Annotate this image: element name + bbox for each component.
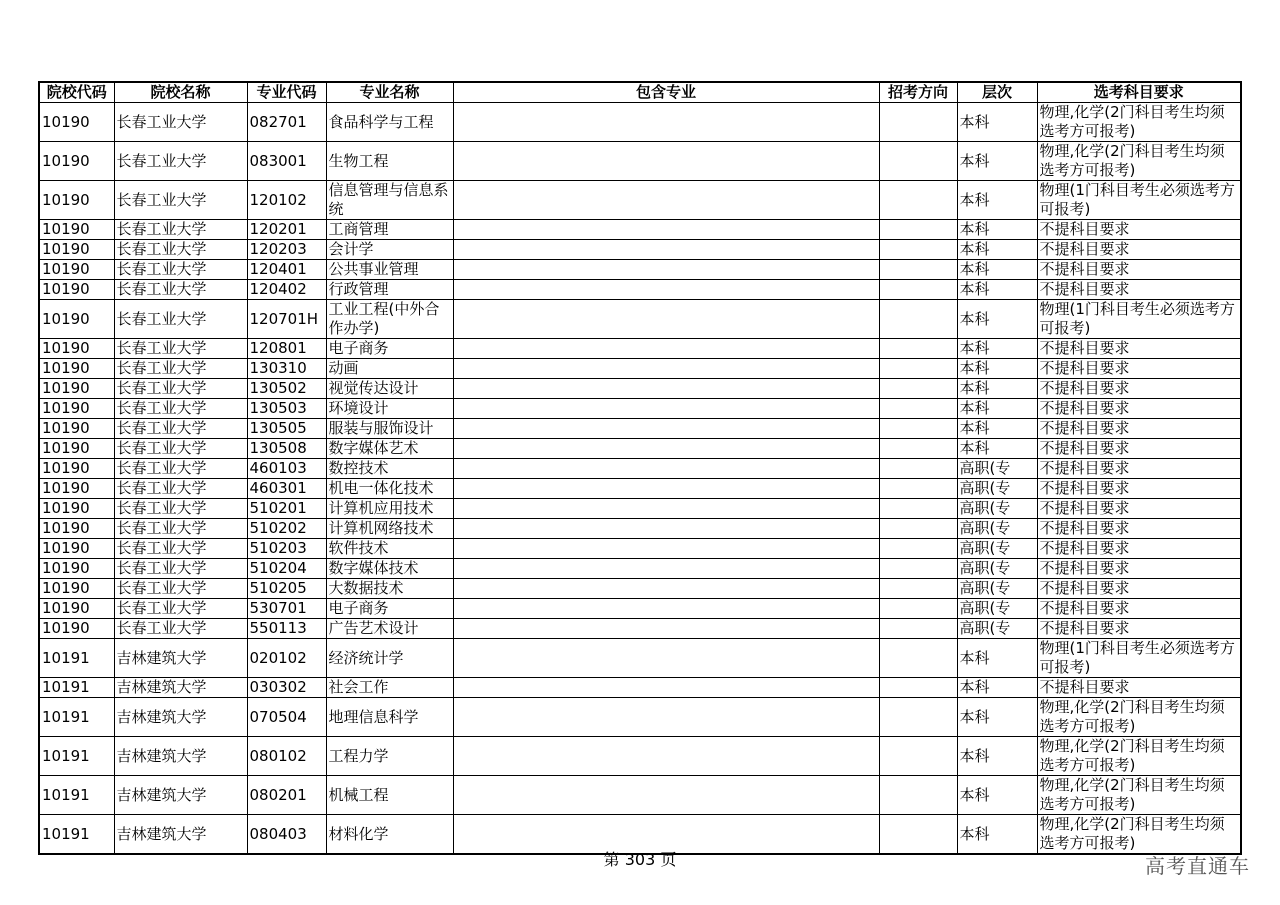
subject-requirement-cell: 物理,化学(2门科目考生均须选考方可报考) [1037, 698, 1241, 737]
major-name-cell: 电子商务 [326, 599, 453, 619]
direction-cell [879, 698, 957, 737]
major-code-cell: 460103 [247, 459, 326, 479]
header-row [39, 82, 1241, 103]
direction-cell [879, 103, 957, 142]
major-name-cell: 会计学 [326, 240, 453, 260]
school-code-cell: 10190 [39, 399, 114, 419]
major-name-cell: 公共事业管理 [326, 260, 453, 280]
included-majors-cell [453, 240, 879, 260]
level-cell: 高职(专 [957, 599, 1037, 619]
col-header-direction: 招考方向 [879, 82, 957, 103]
direction-cell [879, 280, 957, 300]
direction-cell [879, 599, 957, 619]
major-name-cell: 计算机应用技术 [326, 499, 453, 519]
col-header-major-name: 专业名称 [326, 82, 453, 103]
major-code-cell: 120402 [247, 280, 326, 300]
school-code-cell: 10190 [39, 142, 114, 181]
direction-cell [879, 379, 957, 399]
school-code-cell: 10190 [39, 499, 114, 519]
included-majors-cell [453, 339, 879, 359]
subject-requirement-cell: 物理(1门科目考生必须选考方可报考) [1037, 300, 1241, 339]
major-code-cell: 082701 [247, 103, 326, 142]
included-majors-cell [453, 280, 879, 300]
table-row [39, 260, 1241, 280]
subject-requirement-cell: 不提科目要求 [1037, 459, 1241, 479]
subject-requirement-cell: 物理(1门科目考生必须选考方可报考) [1037, 639, 1241, 678]
school-code-cell: 10190 [39, 599, 114, 619]
included-majors-cell [453, 539, 879, 559]
direction-cell [879, 559, 957, 579]
included-majors-cell [453, 599, 879, 619]
direction-cell [879, 815, 957, 855]
major-name-cell: 行政管理 [326, 280, 453, 300]
school-code-cell: 10190 [39, 103, 114, 142]
major-name-cell: 广告艺术设计 [326, 619, 453, 639]
direction-cell [879, 181, 957, 220]
school-code-cell: 10190 [39, 419, 114, 439]
major-name-cell: 机电一体化技术 [326, 479, 453, 499]
direction-cell [879, 359, 957, 379]
major-code-cell: 120203 [247, 240, 326, 260]
major-code-cell: 130310 [247, 359, 326, 379]
level-cell: 本科 [957, 419, 1037, 439]
level-cell: 本科 [957, 639, 1037, 678]
level-cell: 本科 [957, 737, 1037, 776]
subject-requirement-cell: 不提科目要求 [1037, 678, 1241, 698]
included-majors-cell [453, 519, 879, 539]
col-header-level: 层次 [957, 82, 1037, 103]
major-code-cell: 510201 [247, 499, 326, 519]
direction-cell [879, 678, 957, 698]
subject-requirement-cell: 物理,化学(2门科目考生均须选考方可报考) [1037, 737, 1241, 776]
major-code-cell: 510204 [247, 559, 326, 579]
major-code-cell: 080102 [247, 737, 326, 776]
school-code-cell: 10191 [39, 678, 114, 698]
included-majors-cell [453, 678, 879, 698]
subject-requirement-cell: 不提科目要求 [1037, 260, 1241, 280]
level-cell: 本科 [957, 103, 1037, 142]
school-name-cell: 长春工业大学 [114, 399, 247, 419]
level-cell: 本科 [957, 339, 1037, 359]
level-cell: 本科 [957, 181, 1037, 220]
major-code-cell: 120801 [247, 339, 326, 359]
page-number: 第 303 页 [603, 850, 677, 869]
table-row [39, 479, 1241, 499]
major-code-cell: 130502 [247, 379, 326, 399]
subject-requirement-cell: 不提科目要求 [1037, 599, 1241, 619]
school-name-cell: 吉林建筑大学 [114, 639, 247, 678]
school-name-cell: 长春工业大学 [114, 181, 247, 220]
subject-requirement-cell: 物理,化学(2门科目考生均须选考方可报考) [1037, 776, 1241, 815]
major-code-cell: 510202 [247, 519, 326, 539]
subject-requirement-cell: 不提科目要求 [1037, 240, 1241, 260]
included-majors-cell [453, 181, 879, 220]
direction-cell [879, 439, 957, 459]
school-code-cell: 10190 [39, 519, 114, 539]
school-code-cell: 10190 [39, 181, 114, 220]
level-cell: 本科 [957, 300, 1037, 339]
school-name-cell: 长春工业大学 [114, 499, 247, 519]
major-name-cell: 环境设计 [326, 399, 453, 419]
table-row [39, 399, 1241, 419]
major-code-cell: 550113 [247, 619, 326, 639]
subject-requirement-cell: 不提科目要求 [1037, 479, 1241, 499]
school-name-cell: 长春工业大学 [114, 300, 247, 339]
level-cell: 本科 [957, 240, 1037, 260]
table-row [39, 737, 1241, 776]
school-name-cell: 长春工业大学 [114, 459, 247, 479]
major-code-cell: 083001 [247, 142, 326, 181]
level-cell: 本科 [957, 776, 1037, 815]
subject-requirement-cell: 物理,化学(2门科目考生均须选考方可报考) [1037, 103, 1241, 142]
major-code-cell: 510203 [247, 539, 326, 559]
major-code-cell: 080403 [247, 815, 326, 855]
school-name-cell: 长春工业大学 [114, 579, 247, 599]
table-row [39, 539, 1241, 559]
table-row [39, 379, 1241, 399]
direction-cell [879, 619, 957, 639]
school-name-cell: 吉林建筑大学 [114, 678, 247, 698]
major-code-cell: 130503 [247, 399, 326, 419]
school-name-cell: 吉林建筑大学 [114, 776, 247, 815]
major-name-cell: 食品科学与工程 [326, 103, 453, 142]
major-name-cell: 地理信息科学 [326, 698, 453, 737]
major-name-cell: 生物工程 [326, 142, 453, 181]
school-name-cell: 长春工业大学 [114, 539, 247, 559]
table-row [39, 499, 1241, 519]
included-majors-cell [453, 559, 879, 579]
direction-cell [879, 776, 957, 815]
major-code-cell: 120701H [247, 300, 326, 339]
major-name-cell: 服装与服饰设计 [326, 419, 453, 439]
major-name-cell: 数字媒体技术 [326, 559, 453, 579]
table-row [39, 519, 1241, 539]
included-majors-cell [453, 639, 879, 678]
table-row [39, 103, 1241, 142]
direction-cell [879, 240, 957, 260]
school-name-cell: 长春工业大学 [114, 280, 247, 300]
school-code-cell: 10191 [39, 776, 114, 815]
subject-requirement-cell: 不提科目要求 [1037, 619, 1241, 639]
table-row [39, 142, 1241, 181]
level-cell: 本科 [957, 399, 1037, 419]
school-code-cell: 10190 [39, 439, 114, 459]
table-row [39, 439, 1241, 459]
direction-cell [879, 519, 957, 539]
table-row [39, 559, 1241, 579]
major-name-cell: 软件技术 [326, 539, 453, 559]
col-header-school-name: 院校名称 [114, 82, 247, 103]
major-name-cell: 大数据技术 [326, 579, 453, 599]
direction-cell [879, 339, 957, 359]
admissions-table [38, 81, 1242, 855]
school-code-cell: 10190 [39, 479, 114, 499]
included-majors-cell [453, 499, 879, 519]
school-code-cell: 10190 [39, 300, 114, 339]
school-name-cell: 长春工业大学 [114, 339, 247, 359]
major-code-cell: 460301 [247, 479, 326, 499]
school-name-cell: 长春工业大学 [114, 142, 247, 181]
major-name-cell: 信息管理与信息系统 [326, 181, 453, 220]
subject-requirement-cell: 不提科目要求 [1037, 419, 1241, 439]
major-name-cell: 机械工程 [326, 776, 453, 815]
subject-requirement-cell: 不提科目要求 [1037, 499, 1241, 519]
major-name-cell: 计算机网络技术 [326, 519, 453, 539]
major-name-cell: 工商管理 [326, 220, 453, 240]
included-majors-cell [453, 479, 879, 499]
major-code-cell: 030302 [247, 678, 326, 698]
included-majors-cell [453, 579, 879, 599]
school-name-cell: 长春工业大学 [114, 599, 247, 619]
col-header-major-code: 专业代码 [247, 82, 326, 103]
school-name-cell: 长春工业大学 [114, 359, 247, 379]
direction-cell [879, 459, 957, 479]
school-code-cell: 10190 [39, 539, 114, 559]
included-majors-cell [453, 419, 879, 439]
major-name-cell: 动画 [326, 359, 453, 379]
school-code-cell: 10190 [39, 619, 114, 639]
school-name-cell: 吉林建筑大学 [114, 815, 247, 855]
school-name-cell: 长春工业大学 [114, 519, 247, 539]
major-name-cell: 社会工作 [326, 678, 453, 698]
school-name-cell: 长春工业大学 [114, 103, 247, 142]
school-name-cell: 吉林建筑大学 [114, 698, 247, 737]
major-code-cell: 080201 [247, 776, 326, 815]
direction-cell [879, 142, 957, 181]
table-row [39, 815, 1241, 855]
direction-cell [879, 220, 957, 240]
school-name-cell: 长春工业大学 [114, 419, 247, 439]
subject-requirement-cell: 不提科目要求 [1037, 220, 1241, 240]
school-code-cell: 10191 [39, 698, 114, 737]
included-majors-cell [453, 737, 879, 776]
major-name-cell: 视觉传达设计 [326, 379, 453, 399]
col-header-included-majors: 包含专业 [453, 82, 879, 103]
direction-cell [879, 579, 957, 599]
included-majors-cell [453, 399, 879, 419]
school-code-cell: 10190 [39, 339, 114, 359]
subject-requirement-cell: 物理,化学(2门科目考生均须选考方可报考) [1037, 142, 1241, 181]
school-code-cell: 10190 [39, 359, 114, 379]
table-row [39, 579, 1241, 599]
major-name-cell: 电子商务 [326, 339, 453, 359]
table-row [39, 220, 1241, 240]
direction-cell [879, 539, 957, 559]
level-cell: 高职(专 [957, 519, 1037, 539]
major-code-cell: 130505 [247, 419, 326, 439]
table-body [39, 103, 1241, 855]
school-name-cell: 长春工业大学 [114, 439, 247, 459]
level-cell: 高职(专 [957, 479, 1037, 499]
included-majors-cell [453, 459, 879, 479]
table-row [39, 419, 1241, 439]
school-name-cell: 吉林建筑大学 [114, 737, 247, 776]
major-code-cell: 120201 [247, 220, 326, 240]
table-row [39, 280, 1241, 300]
subject-requirement-cell: 不提科目要求 [1037, 339, 1241, 359]
school-code-cell: 10190 [39, 280, 114, 300]
major-name-cell: 数字媒体艺术 [326, 439, 453, 459]
level-cell: 高职(专 [957, 559, 1037, 579]
table-row [39, 339, 1241, 359]
level-cell: 本科 [957, 439, 1037, 459]
school-name-cell: 长春工业大学 [114, 240, 247, 260]
watermark-logo: 高考直通车 [1145, 854, 1250, 878]
included-majors-cell [453, 439, 879, 459]
table-row [39, 459, 1241, 479]
school-name-cell: 长春工业大学 [114, 220, 247, 240]
school-name-cell: 长春工业大学 [114, 260, 247, 280]
table-row [39, 599, 1241, 619]
level-cell: 高职(专 [957, 619, 1037, 639]
school-name-cell: 长春工业大学 [114, 479, 247, 499]
school-code-cell: 10190 [39, 240, 114, 260]
subject-requirement-cell: 不提科目要求 [1037, 519, 1241, 539]
included-majors-cell [453, 698, 879, 737]
major-code-cell: 130508 [247, 439, 326, 459]
col-header-school-code: 院校代码 [39, 82, 114, 103]
level-cell: 高职(专 [957, 459, 1037, 479]
direction-cell [879, 300, 957, 339]
table-row [39, 776, 1241, 815]
major-name-cell: 数控技术 [326, 459, 453, 479]
included-majors-cell [453, 260, 879, 280]
school-code-cell: 10190 [39, 579, 114, 599]
subject-requirement-cell: 不提科目要求 [1037, 439, 1241, 459]
major-code-cell: 530701 [247, 599, 326, 619]
table-row [39, 639, 1241, 678]
level-cell: 高职(专 [957, 499, 1037, 519]
direction-cell [879, 419, 957, 439]
included-majors-cell [453, 776, 879, 815]
school-name-cell: 长春工业大学 [114, 619, 247, 639]
level-cell: 本科 [957, 359, 1037, 379]
included-majors-cell [453, 103, 879, 142]
table-row [39, 359, 1241, 379]
school-code-cell: 10190 [39, 459, 114, 479]
subject-requirement-cell: 不提科目要求 [1037, 399, 1241, 419]
col-header-subject-requirement: 选考科目要求 [1037, 82, 1241, 103]
table-row [39, 181, 1241, 220]
level-cell: 本科 [957, 260, 1037, 280]
level-cell: 本科 [957, 142, 1037, 181]
table-row [39, 300, 1241, 339]
subject-requirement-cell: 物理,化学(2门科目考生均须选考方可报考) [1037, 815, 1241, 855]
level-cell: 本科 [957, 280, 1037, 300]
included-majors-cell [453, 220, 879, 240]
school-name-cell: 长春工业大学 [114, 379, 247, 399]
included-majors-cell [453, 359, 879, 379]
major-name-cell: 材料化学 [326, 815, 453, 855]
school-code-cell: 10190 [39, 559, 114, 579]
direction-cell [879, 737, 957, 776]
direction-cell [879, 639, 957, 678]
subject-requirement-cell: 不提科目要求 [1037, 280, 1241, 300]
school-code-cell: 10190 [39, 260, 114, 280]
subject-requirement-cell: 不提科目要求 [1037, 359, 1241, 379]
level-cell: 本科 [957, 379, 1037, 399]
subject-requirement-cell: 不提科目要求 [1037, 539, 1241, 559]
subject-requirement-cell: 不提科目要求 [1037, 379, 1241, 399]
direction-cell [879, 399, 957, 419]
level-cell: 本科 [957, 678, 1037, 698]
major-code-cell: 120401 [247, 260, 326, 280]
major-code-cell: 020102 [247, 639, 326, 678]
included-majors-cell [453, 300, 879, 339]
direction-cell [879, 479, 957, 499]
included-majors-cell [453, 619, 879, 639]
major-code-cell: 120102 [247, 181, 326, 220]
major-name-cell: 工程力学 [326, 737, 453, 776]
table-row [39, 698, 1241, 737]
school-code-cell: 10191 [39, 815, 114, 855]
direction-cell [879, 260, 957, 280]
school-code-cell: 10190 [39, 220, 114, 240]
level-cell: 本科 [957, 815, 1037, 855]
major-name-cell: 经济统计学 [326, 639, 453, 678]
included-majors-cell [453, 815, 879, 855]
school-code-cell: 10190 [39, 379, 114, 399]
level-cell: 本科 [957, 220, 1037, 240]
school-code-cell: 10191 [39, 639, 114, 678]
subject-requirement-cell: 物理(1门科目考生必须选考方可报考) [1037, 181, 1241, 220]
table-row [39, 619, 1241, 639]
school-code-cell: 10191 [39, 737, 114, 776]
included-majors-cell [453, 379, 879, 399]
major-name-cell: 工业工程(中外合作办学) [326, 300, 453, 339]
major-code-cell: 070504 [247, 698, 326, 737]
school-name-cell: 长春工业大学 [114, 559, 247, 579]
level-cell: 高职(专 [957, 579, 1037, 599]
level-cell: 本科 [957, 698, 1037, 737]
included-majors-cell [453, 142, 879, 181]
table-row [39, 678, 1241, 698]
level-cell: 高职(专 [957, 539, 1037, 559]
major-code-cell: 510205 [247, 579, 326, 599]
subject-requirement-cell: 不提科目要求 [1037, 559, 1241, 579]
subject-requirement-cell: 不提科目要求 [1037, 579, 1241, 599]
direction-cell [879, 499, 957, 519]
table-row [39, 240, 1241, 260]
